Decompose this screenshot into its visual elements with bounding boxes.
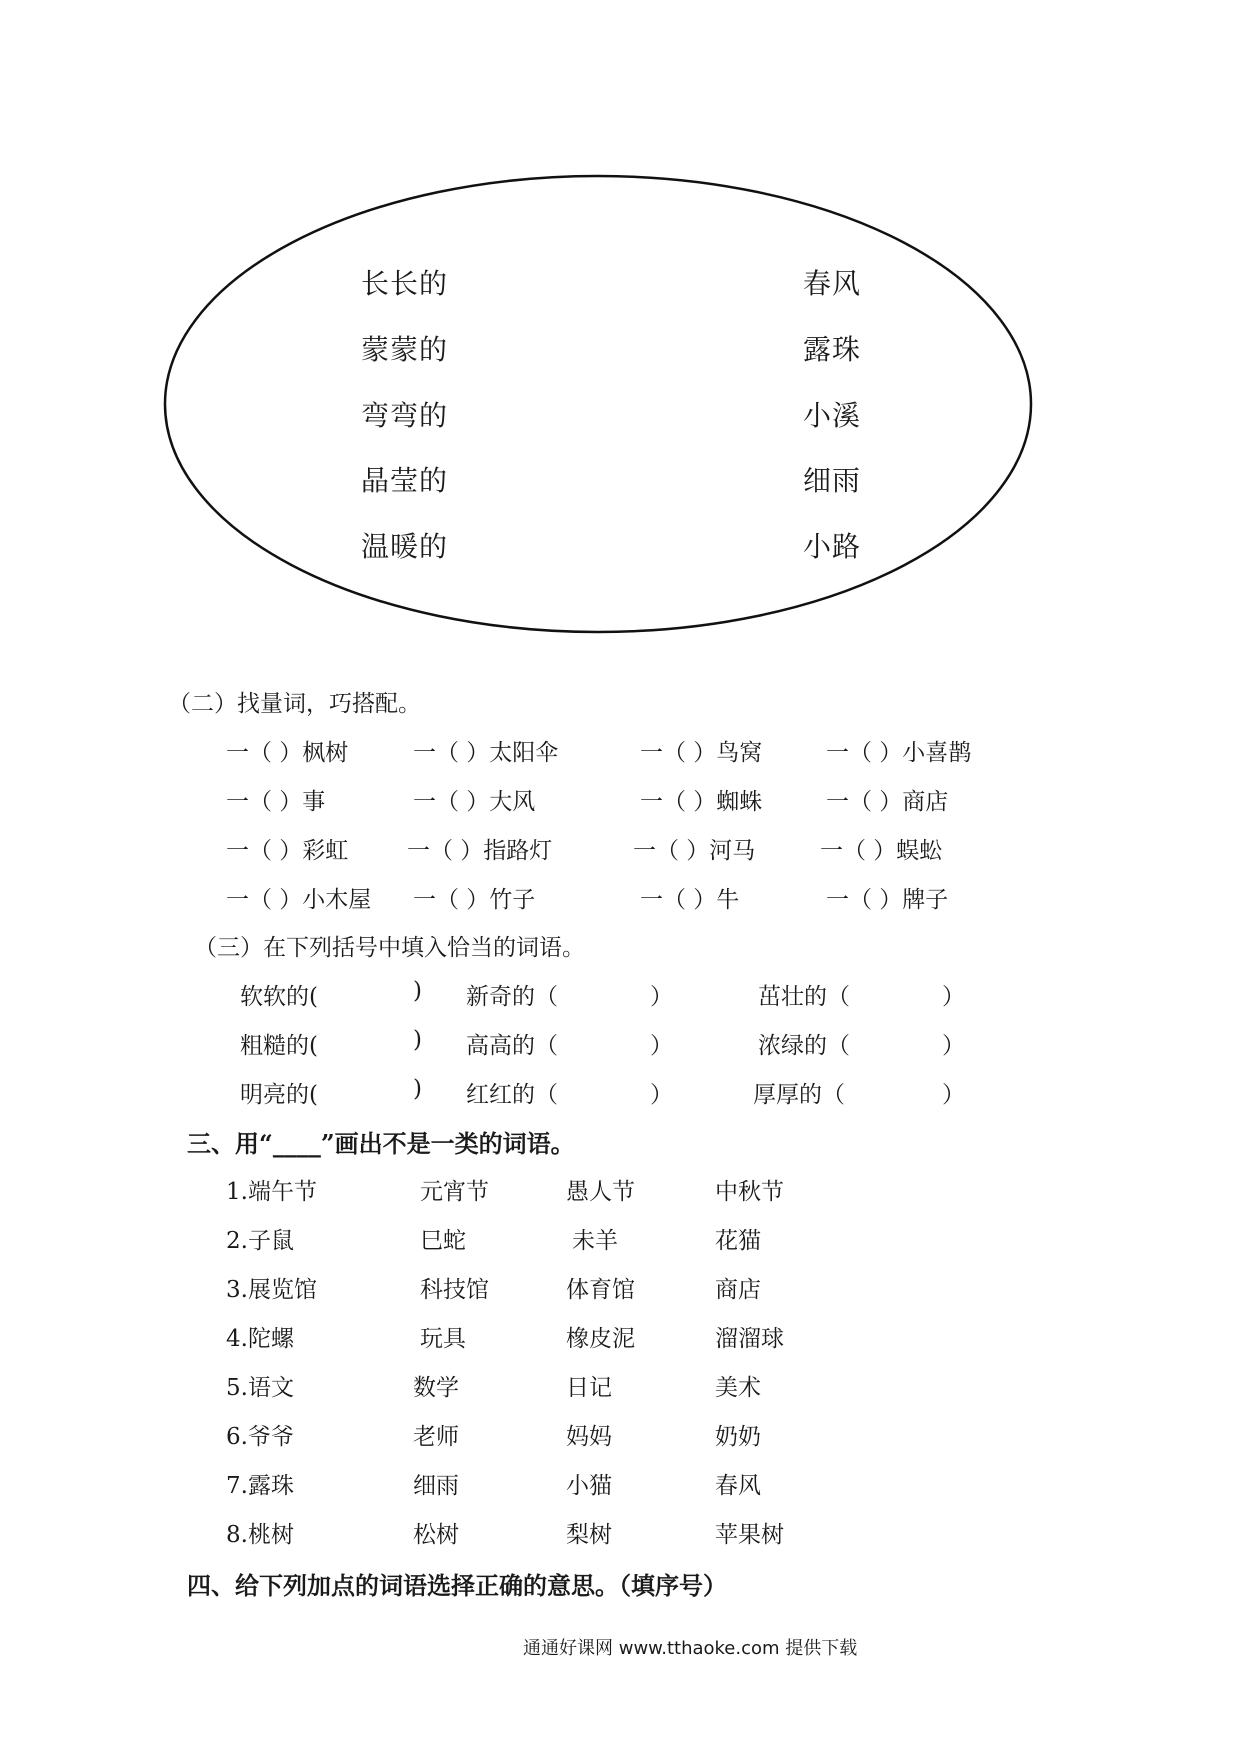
word-group-item[interactable]: 2.子鼠 xyxy=(226,1228,294,1254)
part-3-heading-line: ____ xyxy=(272,1129,321,1158)
fill-phrase-label: 粗糙的( xyxy=(240,1033,318,1059)
word-group-item[interactable]: 巳蛇 xyxy=(420,1228,466,1254)
word-group-item[interactable]: 溜溜球 xyxy=(715,1326,784,1352)
measure-word-item[interactable]: 一（ ）指路灯 xyxy=(407,838,553,864)
fill-phrase-label: 明亮的( xyxy=(240,1082,318,1108)
fill-phrase-close: ） xyxy=(942,1033,965,1059)
fill-phrase-label: 浓绿的（ xyxy=(758,1033,850,1059)
fill-phrase-close: ） xyxy=(942,984,965,1010)
word-group-item[interactable]: 中秋节 xyxy=(715,1179,784,1205)
oval-right-word-1[interactable]: 春风 xyxy=(803,267,862,300)
word-group-item[interactable]: 科技馆 xyxy=(420,1277,489,1303)
oval-left-word-5[interactable]: 温暖的 xyxy=(361,530,449,563)
fill-phrase-label: 厚厚的（ xyxy=(753,1082,845,1108)
oval-left-word-4[interactable]: 晶莹的 xyxy=(361,464,449,497)
word-group-item[interactable]: 6.爷爷 xyxy=(226,1424,294,1450)
word-group-item[interactable]: 体育馆 xyxy=(566,1277,635,1303)
oval-right-word-2[interactable]: 露珠 xyxy=(803,333,862,366)
word-group-item[interactable]: 美术 xyxy=(715,1375,761,1401)
oval-right-word-3[interactable]: 小溪 xyxy=(803,399,862,432)
fill-phrase-close: ） xyxy=(650,1082,673,1108)
section-3-heading: （三）在下列括号中填入恰当的词语。 xyxy=(194,935,585,961)
measure-word-item[interactable]: 一（ ）大风 xyxy=(413,789,536,815)
word-group-item[interactable]: 8.桃树 xyxy=(226,1522,294,1548)
word-group-item[interactable]: 1.端午节 xyxy=(226,1179,317,1205)
word-group-item[interactable]: 春风 xyxy=(715,1473,761,1499)
measure-word-item[interactable]: 一（ ）竹子 xyxy=(413,887,536,913)
word-group-item[interactable]: 松树 xyxy=(413,1522,459,1548)
measure-word-item[interactable]: 一（ ）枫树 xyxy=(226,740,349,766)
part-3-heading xyxy=(187,1124,575,1159)
measure-word-item[interactable]: 一（ ）彩虹 xyxy=(226,838,349,864)
oval-left-word-3[interactable]: 弯弯的 xyxy=(361,399,449,432)
word-group-item[interactable]: 老师 xyxy=(413,1424,459,1450)
oval-right-word-4[interactable]: 细雨 xyxy=(803,464,862,497)
fill-phrase-close: ) xyxy=(413,1027,422,1053)
measure-word-item[interactable]: 一（ ）蜘蛛 xyxy=(640,789,763,815)
fill-phrase-label: 软软的( xyxy=(240,984,318,1010)
fill-phrase-label: 新奇的（ xyxy=(466,984,558,1010)
word-group-item[interactable]: 4.陀螺 xyxy=(226,1326,294,1352)
word-group-item[interactable]: 日记 xyxy=(566,1375,612,1401)
measure-word-item[interactable]: 一（ ）牛 xyxy=(640,887,740,913)
word-group-item[interactable]: 妈妈 xyxy=(566,1424,612,1450)
fill-phrase-close: ) xyxy=(413,1076,422,1102)
fill-phrase-close: ） xyxy=(650,984,673,1010)
word-group-item[interactable]: 数学 xyxy=(413,1375,459,1401)
measure-word-item[interactable]: 一（ ）事 xyxy=(226,789,326,815)
word-group-item[interactable]: 奶奶 xyxy=(715,1424,761,1450)
word-group-item[interactable]: 元宵节 xyxy=(420,1179,489,1205)
measure-word-item[interactable]: 一（ ）太阳伞 xyxy=(413,740,559,766)
word-group-item[interactable]: 未羊 xyxy=(572,1228,618,1254)
fill-phrase-close: ） xyxy=(942,1082,965,1108)
footer-source-text: 通通好课网 www.tthaoke.com 提供下载 xyxy=(523,1638,858,1659)
measure-word-item[interactable]: 一（ ）鸟窝 xyxy=(640,740,763,766)
word-group-item[interactable]: 橡皮泥 xyxy=(566,1326,635,1352)
word-group-item[interactable]: 愚人节 xyxy=(566,1179,635,1205)
measure-word-item[interactable]: 一（ ）牌子 xyxy=(826,887,949,913)
word-group-item[interactable]: 梨树 xyxy=(566,1522,612,1548)
word-group-item[interactable]: 小猫 xyxy=(566,1473,612,1499)
fill-phrase-label: 高高的（ xyxy=(466,1033,558,1059)
measure-word-item[interactable]: 一（ ）小喜鹊 xyxy=(826,740,972,766)
fill-phrase-close: ) xyxy=(413,978,422,1004)
word-group-item[interactable]: 商店 xyxy=(715,1277,761,1303)
word-group-item[interactable]: 7.露珠 xyxy=(226,1473,294,1499)
fill-phrase-label: 茁壮的（ xyxy=(758,984,850,1010)
measure-word-item[interactable]: 一（ ）小木屋 xyxy=(226,887,372,913)
word-group-item[interactable]: 5.语文 xyxy=(226,1375,294,1401)
part-3-heading-post: ”画出不是一类的词语。 xyxy=(320,1129,575,1158)
measure-word-item[interactable]: 一（ ）河马 xyxy=(633,838,756,864)
fill-phrase-close: ） xyxy=(650,1033,673,1059)
word-group-item[interactable]: 3.展览馆 xyxy=(226,1277,317,1303)
oval-left-word-2[interactable]: 蒙蒙的 xyxy=(361,333,449,366)
oval-right-word-5[interactable]: 小路 xyxy=(803,530,862,563)
part-4-heading: 四、给下列加点的词语选择正确的意思。（填序号） xyxy=(187,1571,727,1600)
word-group-item[interactable]: 苹果树 xyxy=(715,1522,784,1548)
part-3-heading-pre: 三、用“ xyxy=(187,1129,273,1158)
fill-phrase-label: 红红的（ xyxy=(466,1082,558,1108)
measure-word-item[interactable]: 一（ ）蜈蚣 xyxy=(820,838,943,864)
section-2-heading: （二）找量词，巧搭配。 xyxy=(168,691,421,717)
oval-left-word-1[interactable]: 长长的 xyxy=(361,267,449,300)
word-group-item[interactable]: 花猫 xyxy=(715,1228,761,1254)
measure-word-item[interactable]: 一（ ）商店 xyxy=(826,789,949,815)
matching-oval xyxy=(0,0,1240,700)
word-group-item[interactable]: 玩具 xyxy=(420,1326,466,1352)
word-group-item[interactable]: 细雨 xyxy=(413,1473,459,1499)
